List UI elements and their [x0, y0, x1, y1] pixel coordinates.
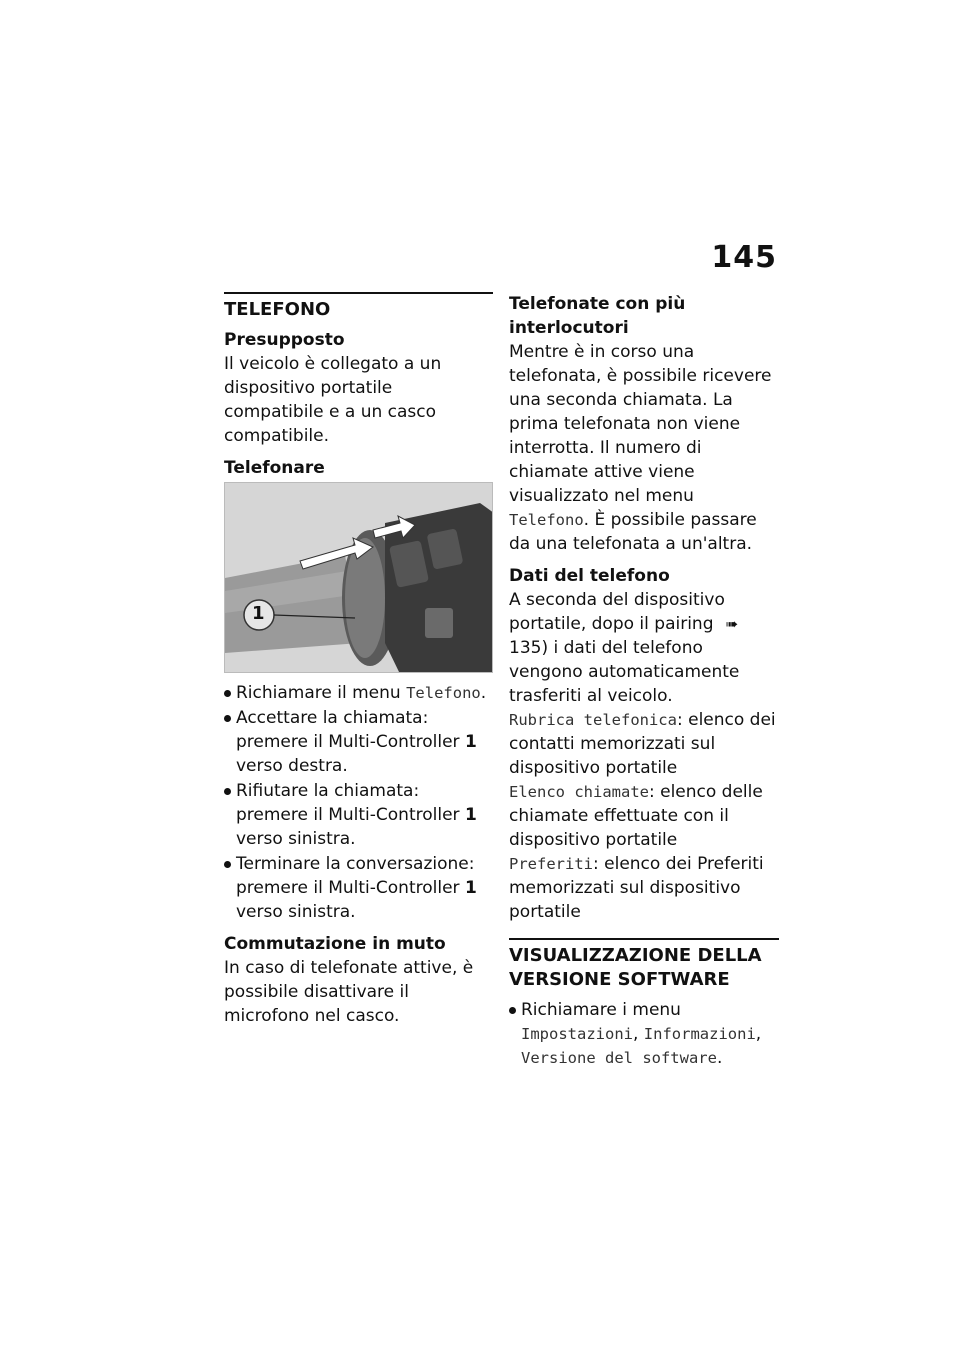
version-instructions [509, 998, 779, 1070]
prereq-title: Presupposto [224, 330, 345, 350]
multi-call-text: Mentre è in corso una telefonata, è possibile ricevere una seconda chiamata. La prima telefonata non viene interrotta. Il numero di chiamate attive viene visualizzato nel menu Telefono. È possibile passare da una telefonata a un'altra. [509, 342, 772, 554]
figure-label: 1 [252, 603, 265, 624]
menu-telefono: Telefono [509, 511, 584, 529]
list-item: Rifiutare la chiamata: premere il Multi-Controller 1 verso sinistra. [224, 779, 493, 851]
page-reference[interactable]: 135) [509, 638, 549, 658]
mute-title: Commutazione in muto [224, 934, 446, 954]
glossary-item: Elenco chiamate: elenco delle chiamate effettuate con il dispositivo portatile [509, 782, 763, 850]
menu-versione-software: Versione del software [521, 1049, 717, 1067]
list-item: Richiamare il menu Telefono. [224, 681, 493, 705]
list-item: Terminare la conversazione: premere il Multi-Controller 1 verso sinistra. [224, 852, 493, 924]
call-title: Telefonare [224, 458, 325, 478]
page-number: 145 [711, 240, 777, 275]
section-title-telefono: TELEFONO [224, 292, 493, 322]
menu-telefono: Telefono [406, 684, 481, 702]
phone-data-text: A seconda del dispositivo portatile, dopo il pairing ➠135) i dati del telefono vengono automaticamente trasferiti al veicolo. [509, 590, 740, 706]
left-column [224, 292, 493, 1036]
phone-data-glossary [509, 708, 779, 924]
glossary-item: Preferiti: elenco dei Preferiti memorizzati sul dispositivo portatile [509, 854, 764, 922]
glossary-item: Rubrica telefonica: elenco dei contatti memorizzati sul dispositivo portatile [509, 710, 776, 778]
list-item: Accettare la chiamata: premere il Multi-Controller 1 verso destra. [224, 706, 493, 778]
multi-call-title: Telefonate con più interlocutori [509, 294, 686, 338]
menu-informazioni: Informazioni [643, 1025, 756, 1043]
mute-text: In caso di telefonate attive, è possibile disattivare il microfono nel casco. [224, 958, 474, 1026]
handlebar-photo [224, 482, 493, 673]
list-item: Richiamare i menu Impostazioni, Informazioni, Versione del software. [509, 998, 779, 1070]
page-reference-arrow-icon[interactable]: ➠ [725, 615, 739, 633]
multi-controller-illustration [225, 483, 493, 673]
section-title-version: VISUALIZZAZIONE DELLA VERSIONE SOFTWARE [509, 938, 779, 992]
prereq-text: Il veicolo è collegato a un dispositivo portatile compatibile e a un casco compatibile. [224, 354, 442, 446]
right-column [509, 292, 779, 1078]
phone-data-title: Dati del telefono [509, 566, 670, 586]
menu-impostazioni: Impostazioni [521, 1025, 633, 1043]
call-instructions [224, 681, 493, 924]
